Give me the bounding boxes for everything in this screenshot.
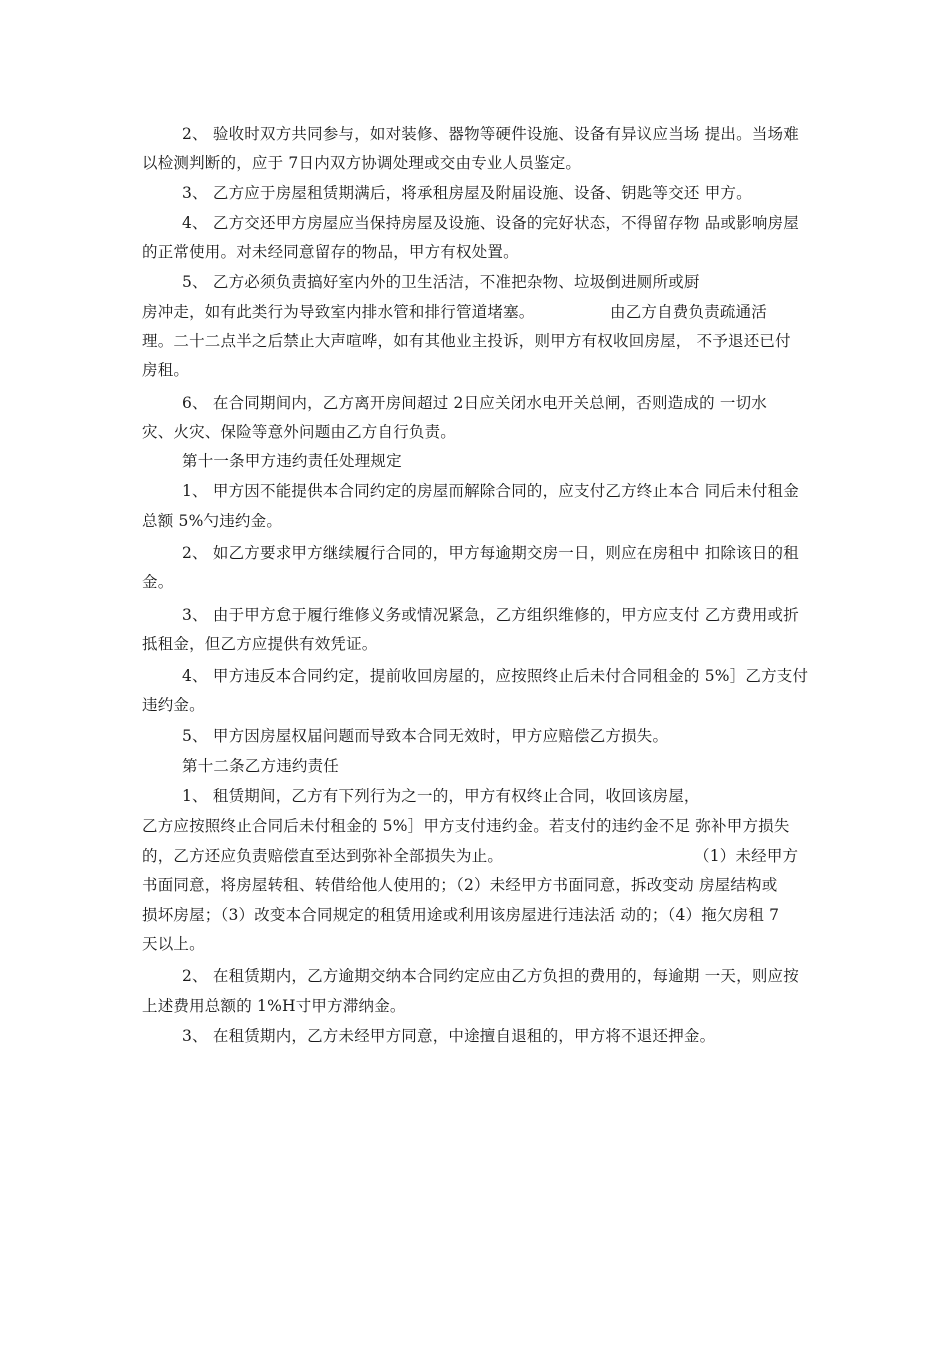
clause10-item5-line4: 房租。 (142, 361, 190, 379)
clause11-item1-line2: 总额 5%勺违约金。 (142, 512, 283, 530)
clause11-item2-line2: 金。 (142, 573, 174, 591)
clause10-item5-line2b: 由乙方自费负责疏通活 (610, 303, 768, 321)
clause11-item3-line1: 3、 由于甲方怠于履行维修义务或情况紧急，乙方组织维修的，甲方应支付 乙方费用或折 (182, 606, 799, 624)
clause10-item5-line2a: 房冲走，如有此类行为导致室内排水管和排行管道堵塞。 (142, 303, 535, 321)
clause10-item4-line2: 的正常使用。对未经同意留存的物品，甲方有权处置。 (142, 243, 519, 261)
clause11-item4-line1: 4、 甲方违反本合同约定，提前收回房屋的，应按照终止后未付合同租金的 5%］乙方支付 (182, 667, 809, 685)
clause11-item5-line1: 5、 甲方因房屋权届问题而导致本合同无效时，甲方应赔偿乙方损失。 (182, 727, 669, 745)
clause12-heading: 第十二条乙方违约责任 (182, 757, 340, 775)
clause10-item5-line1: 5、 乙方必须负责搞好室内外的卫生活洁，不准把杂物、垃圾倒进厕所或厨 (182, 273, 700, 291)
clause12-item3-line1: 3、 在租赁期内，乙方未经甲方同意，中途擅自退租的，甲方将不退还押金。 (182, 1027, 716, 1045)
clause11-item2-line1: 2、 如乙方要求甲方继续履行合同的，甲方每逾期交房一日，则应在房租中 扣除该日的租 (182, 544, 799, 562)
clause11-item4-line2: 违约金。 (142, 696, 205, 714)
clause12-item1-line5: 损坏房屋；（3）改变本合同规定的租赁用途或利用该房屋进行违法活 动的；（4）拖欠房租 7 (142, 906, 780, 924)
clause11-item1-line1: 1、 甲方因不能提供本合同约定的房屋而解除合同的，应支付乙方终止本合 同后未付租金 (182, 482, 799, 500)
clause10-item3-line1: 3、 乙方应于房屋租赁期满后，将承租房屋及附届设施、设备、钥匙等交还 甲方。 (182, 184, 752, 202)
clause12-item1-line1: 1、 租赁期间，乙方有下列行为之一的，甲方有权终止合同，收回该房屋， (182, 787, 700, 805)
clause10-item2-line2: 以检测判断的，应于 7日内双方协调处理或交由专业人员鉴定。 (142, 154, 582, 172)
clause10-item4-line1: 4、 乙方交还甲方房屋应当保持房屋及设施、设备的完好状态，不得留存物 品或影响房屋 (182, 214, 799, 232)
clause11-item3-line2: 抵租金，但乙方应提供有效凭证。 (142, 635, 378, 653)
clause12-item1-line2: 乙方应按照终止合同后未付租金的 5%］甲方支付违约金。若支付的违约金不足 弥补甲方损失 (142, 817, 790, 835)
clause10-item5-line3: 理。二十二点半之后禁止大声喧哗，如有其他业主投诉，则甲方有权收回房屋， 不予退还已付 (142, 332, 791, 350)
clause12-item1-line3a: 的，乙方还应负责赔偿直至达到弥补全部损失为止。 (142, 847, 504, 865)
clause10-item2-line1: 2、 验收时双方共同参与，如对装修、器物等硬件设施、设备有异议应当场 提出。当场难 (182, 125, 799, 143)
clause12-item1-line6: 天以上。 (142, 935, 205, 953)
clause10-item6-line2: 灾、火灾、保险等意外问题由乙方自行负责。 (142, 423, 457, 441)
clause12-item2-line2: 上述费用总额的 1%H寸甲方滞纳金。 (142, 997, 406, 1015)
clause12-item1-line3b: （1）未经甲方 (694, 847, 799, 865)
clause12-item1-line4: 书面同意，将房屋转租、转借给他人使用的；（2）未经甲方书面同意，拆改变动 房屋结构或 (142, 876, 778, 894)
clause12-item2-line1: 2、 在租赁期内，乙方逾期交纳本合同约定应由乙方负担的费用的，每逾期 一天，则应按 (182, 967, 799, 985)
clause10-item6-line1: 6、 在合同期间内，乙方离开房间超过 2日应关闭水电开关总闸，否则造成的 一切水 (182, 394, 768, 412)
clause11-heading: 第十一条甲方违约责任处理规定 (182, 452, 402, 470)
